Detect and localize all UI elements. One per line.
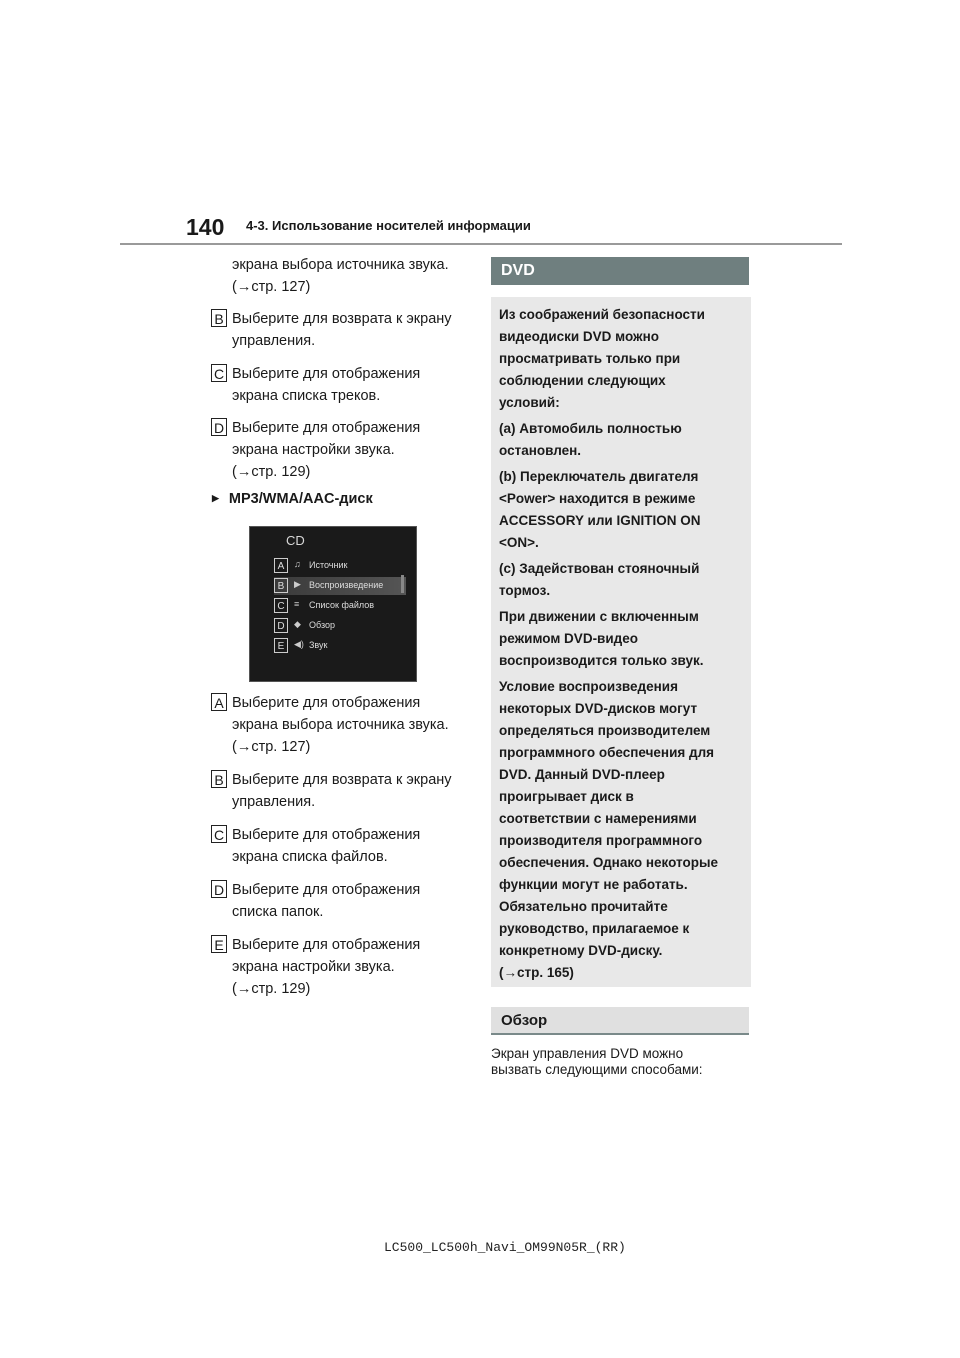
text-line: При движении с включенным — [499, 609, 699, 624]
text-line: <Power> находится в режиме — [499, 491, 696, 506]
marker-d: D — [274, 618, 288, 633]
text-line: экрана настройки звука. — [232, 442, 395, 458]
label-b: B — [211, 770, 227, 788]
label-d: D — [211, 418, 227, 436]
text-line: экрана настройки звука. — [232, 959, 395, 975]
text-line: видеодиски DVD можно — [499, 329, 660, 344]
screen-menu-sound — [274, 637, 406, 655]
speaker-icon: ◀) — [294, 639, 304, 649]
text-line: (a) Автомобиль полностью — [499, 421, 682, 436]
text-line: Экран управления DVD можно — [491, 1046, 684, 1061]
play-icon: ▶ — [294, 579, 301, 589]
text-line: (→стр. 129) — [232, 981, 311, 997]
text-line: Выберите для отображения — [232, 366, 421, 382]
text-line: воспроизводится только звук. — [499, 653, 704, 668]
text-line: руководство, прилагаемое к — [499, 921, 690, 936]
menu-text: Источник — [309, 560, 348, 570]
text-line: конкретному DVD-диску. — [499, 943, 663, 958]
screen-title: CD — [286, 533, 305, 548]
bullet-heading — [212, 491, 373, 507]
text-line: просматривать только при — [499, 351, 681, 366]
bullet-heading-text: MP3/WMA/AAC-диск — [228, 491, 373, 507]
text-line: (b) Переключатель двигателя — [499, 469, 699, 484]
text-line: Выберите для возврата к экрану — [232, 772, 452, 788]
text-line: (→стр. 127) — [232, 739, 311, 755]
text-line: ACCESSORY или IGNITION ON — [499, 513, 701, 528]
text-line: программного обеспечения для — [499, 745, 715, 760]
text-line: экрана списка файлов. — [232, 849, 388, 865]
text-line: условий: — [499, 395, 560, 410]
marker-a: A — [274, 558, 288, 573]
screen-menu-browse — [274, 617, 406, 635]
text-line: DVD. Данный DVD-плеер — [499, 767, 665, 782]
browse-icon: ◆ — [294, 619, 301, 629]
menu-text: Список файлов — [309, 600, 375, 610]
footer-doc-id: LC500_LC500h_Navi_OM99N05R_(RR) — [384, 1240, 626, 1255]
text-line: (c) Задействован стояночный — [499, 561, 700, 576]
text-line: некоторых DVD-дисков могут — [499, 701, 698, 716]
menu-text: Звук — [309, 640, 328, 650]
text-line: экрана выбора источника звука. — [232, 257, 449, 273]
menu-text: Воспроизведение — [309, 580, 384, 590]
header-divider — [120, 243, 842, 245]
scrollbar — [401, 575, 404, 593]
text-line: экрана выбора источника звука. — [232, 717, 449, 733]
text-line: Выберите для возврата к экрану — [232, 311, 452, 327]
text-line: производителя программного — [499, 833, 703, 848]
text-line: (→стр. 129) — [232, 464, 311, 480]
section-title: 4-3. Использование носителей информации — [246, 218, 531, 233]
marker-c: C — [274, 598, 288, 613]
text-line: Выберите для отображения — [232, 882, 421, 898]
music-source-icon: ♫ — [294, 559, 301, 569]
text-line: Условие воспроизведения — [499, 679, 678, 694]
text-line: Выберите для отображения — [232, 420, 421, 436]
label-d: D — [211, 880, 227, 898]
text-line: соблюдении следующих — [499, 373, 666, 388]
text-line: функции могут не работать. — [499, 877, 688, 892]
menu-text: Обзор — [309, 620, 335, 630]
marker-e: E — [274, 638, 288, 653]
label-c: C — [211, 364, 227, 382]
text-line: (→стр. 165) — [499, 965, 574, 980]
text-line: определяться производителем — [499, 723, 711, 738]
label-b: B — [211, 309, 227, 327]
text-line: управления. — [232, 794, 316, 810]
text-line: вызвать следующими способами: — [491, 1062, 703, 1077]
cd-screen-illustration — [249, 526, 417, 682]
text-line: Обязательно прочитайте — [499, 899, 668, 914]
triangle-bullet-icon: ▶ — [212, 493, 219, 503]
dvd-section-header: DVD — [491, 257, 749, 285]
label-e: E — [211, 935, 227, 953]
text-line: проигрывает диск в — [499, 789, 634, 804]
screen-menu-file-list — [274, 597, 406, 615]
overview-section-header: Обзор — [491, 1007, 749, 1035]
text-line: Выберите для отображения — [232, 695, 421, 711]
text-line: Из соображений безопасности — [499, 307, 705, 322]
screen-menu-playback — [274, 577, 406, 595]
label-c: C — [211, 825, 227, 843]
text-line: остановлен. — [499, 443, 582, 458]
text-line: тормоз. — [499, 583, 551, 598]
page-number: 140 — [186, 214, 225, 240]
text-line: соответствии с намерениями — [499, 811, 697, 826]
text-line: (→стр. 127) — [232, 279, 311, 295]
screen-menu-source — [274, 557, 406, 575]
text-line: Выберите для отображения — [232, 937, 421, 953]
text-line: режимом DVD-видео — [499, 631, 638, 646]
marker-b: B — [274, 578, 288, 593]
text-line: <ON>. — [499, 535, 539, 550]
text-line: экрана списка треков. — [232, 388, 381, 404]
text-line: списка папок. — [232, 904, 324, 920]
list-icon: ≡ — [294, 599, 300, 609]
label-a: A — [211, 693, 227, 711]
text-line: обеспечения. Однако некоторые — [499, 855, 719, 870]
text-line: Выберите для отображения — [232, 827, 421, 843]
text-line: управления. — [232, 333, 316, 349]
